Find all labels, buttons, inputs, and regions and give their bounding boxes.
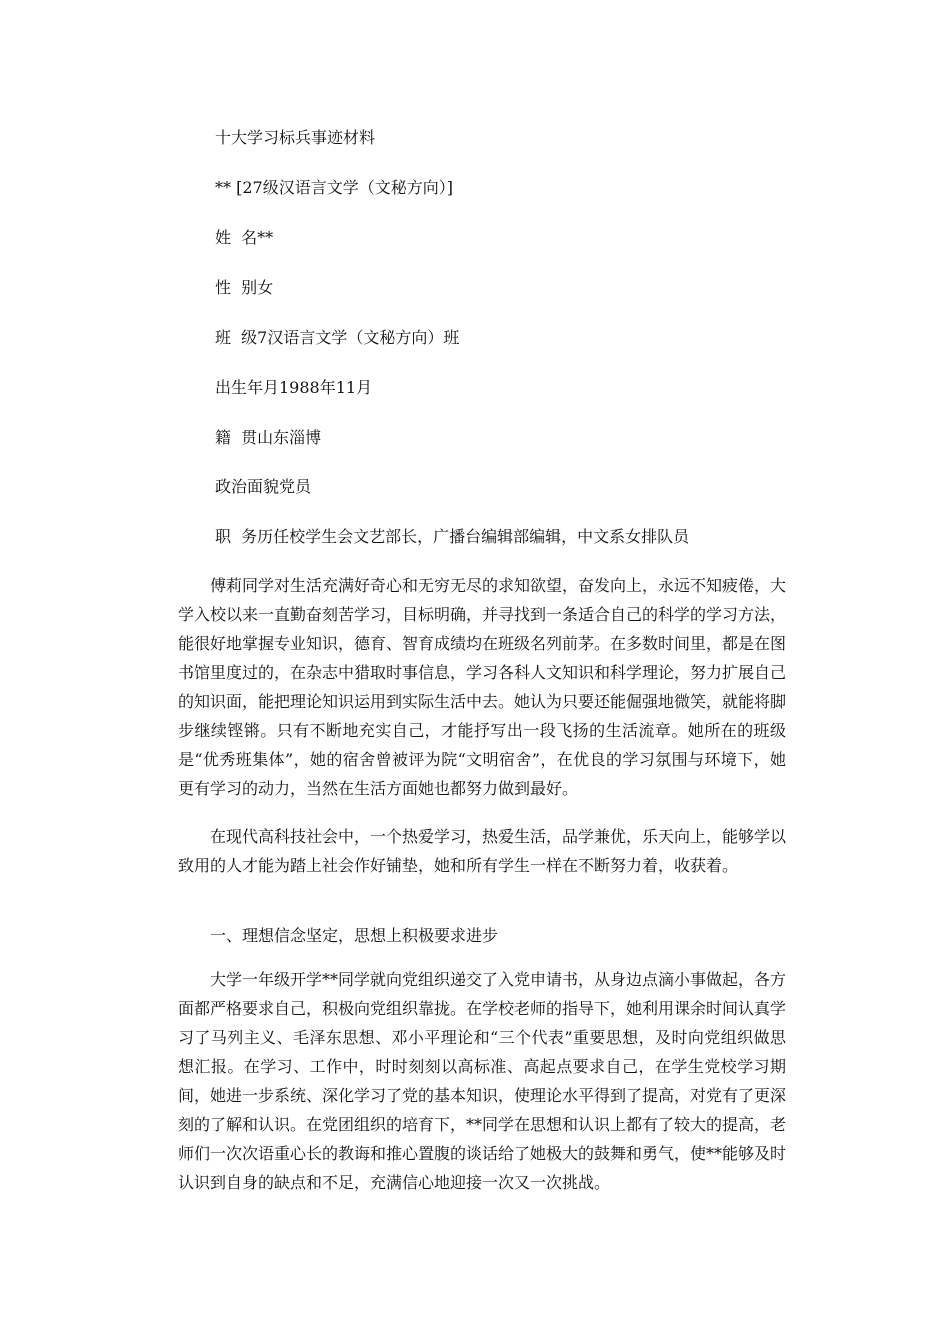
section-heading: 一、理想信念坚定，思想上积极要求进步 xyxy=(210,926,499,945)
info-position: 职 务历任校学生会文艺部长，广播台编辑部编辑，中文系女排队员 xyxy=(215,527,690,546)
body-paragraph: 傅莉同学对生活充满好奇心和无穷无尽的求知欲望，奋发向上，永远不知疲倦，大学入校以来一直勤奋刻苦学习，目标明确，并寻找到一条适合自己的科学的学习方法，能很好地掌握专业知识，德育、智育成绩均在班级名列前茅。在多数时间里，都是在图书馆里度过的，在杂志中猎取时事信息，学习各科人文知识和科学理论，努力扩展自己的知识面，能把理论知识运用到实际生活中去。她认为只要还能倔强地微笑，就能将脚步继续铿锵。只有不断地充实自己，才能抒写出一段飞扬的生活流章。她所在的班级是“优秀班集体”，她的宿舍曾被评为院“文明宿舍”，在优良的学习氛围与环境下，她更有学习的动力，当然在生活方面她也都努力做到最好。 xyxy=(178,576,787,798)
document-subtitle: ** [27级汉语言文学（文秘方向）] xyxy=(215,178,453,197)
body-paragraph: 在现代高科技社会中，一个热爱学习，热爱生活，品学兼优，乐天向上，能够学以致用的人才能为踏上社会作好铺垫，她和所有学生一样在不断努力着，收获着。 xyxy=(178,827,787,875)
info-birth: 出生年月1988年11月 xyxy=(215,378,373,397)
info-politics: 政治面貌党员 xyxy=(215,477,312,496)
info-gender: 性 别女 xyxy=(215,278,274,297)
info-name: 姓 名** xyxy=(215,228,274,247)
info-origin: 籍 贯山东淄博 xyxy=(215,428,322,447)
document-title: 十大学习标兵事迹材料 xyxy=(215,128,376,147)
info-class: 班 级7汉语言文学（文秘方向）班 xyxy=(215,328,460,347)
body-paragraph: 大学一年级开学**同学就向党组织递交了入党申请书，从身边点滴小事做起，各方面都严格要求自己，积极向党组织靠拢。在学校老师的指导下，她利用课余时间认真学习了马列主义、毛泽东思想、邓小平理论和“三个代表”重要思想，及时向党组织做思想汇报。在学习、工作中，时时刻刻以高标准、高起点要求自己，在学生党校学习期间，她进一步系统、深化学习了党的基本知识，使理论水平得到了提高，对党有了更深刻的了解和认识。在党团组织的培育下，**同学在思想和认识上都有了较大的提高，老师们一次次语重心长的教诲和推心置腹的谈话给了她极大的鼓舞和勇气，使**能够及时认识到自身的缺点和不足，充满信心地迎接一次又一次挑战。 xyxy=(178,970,787,1192)
